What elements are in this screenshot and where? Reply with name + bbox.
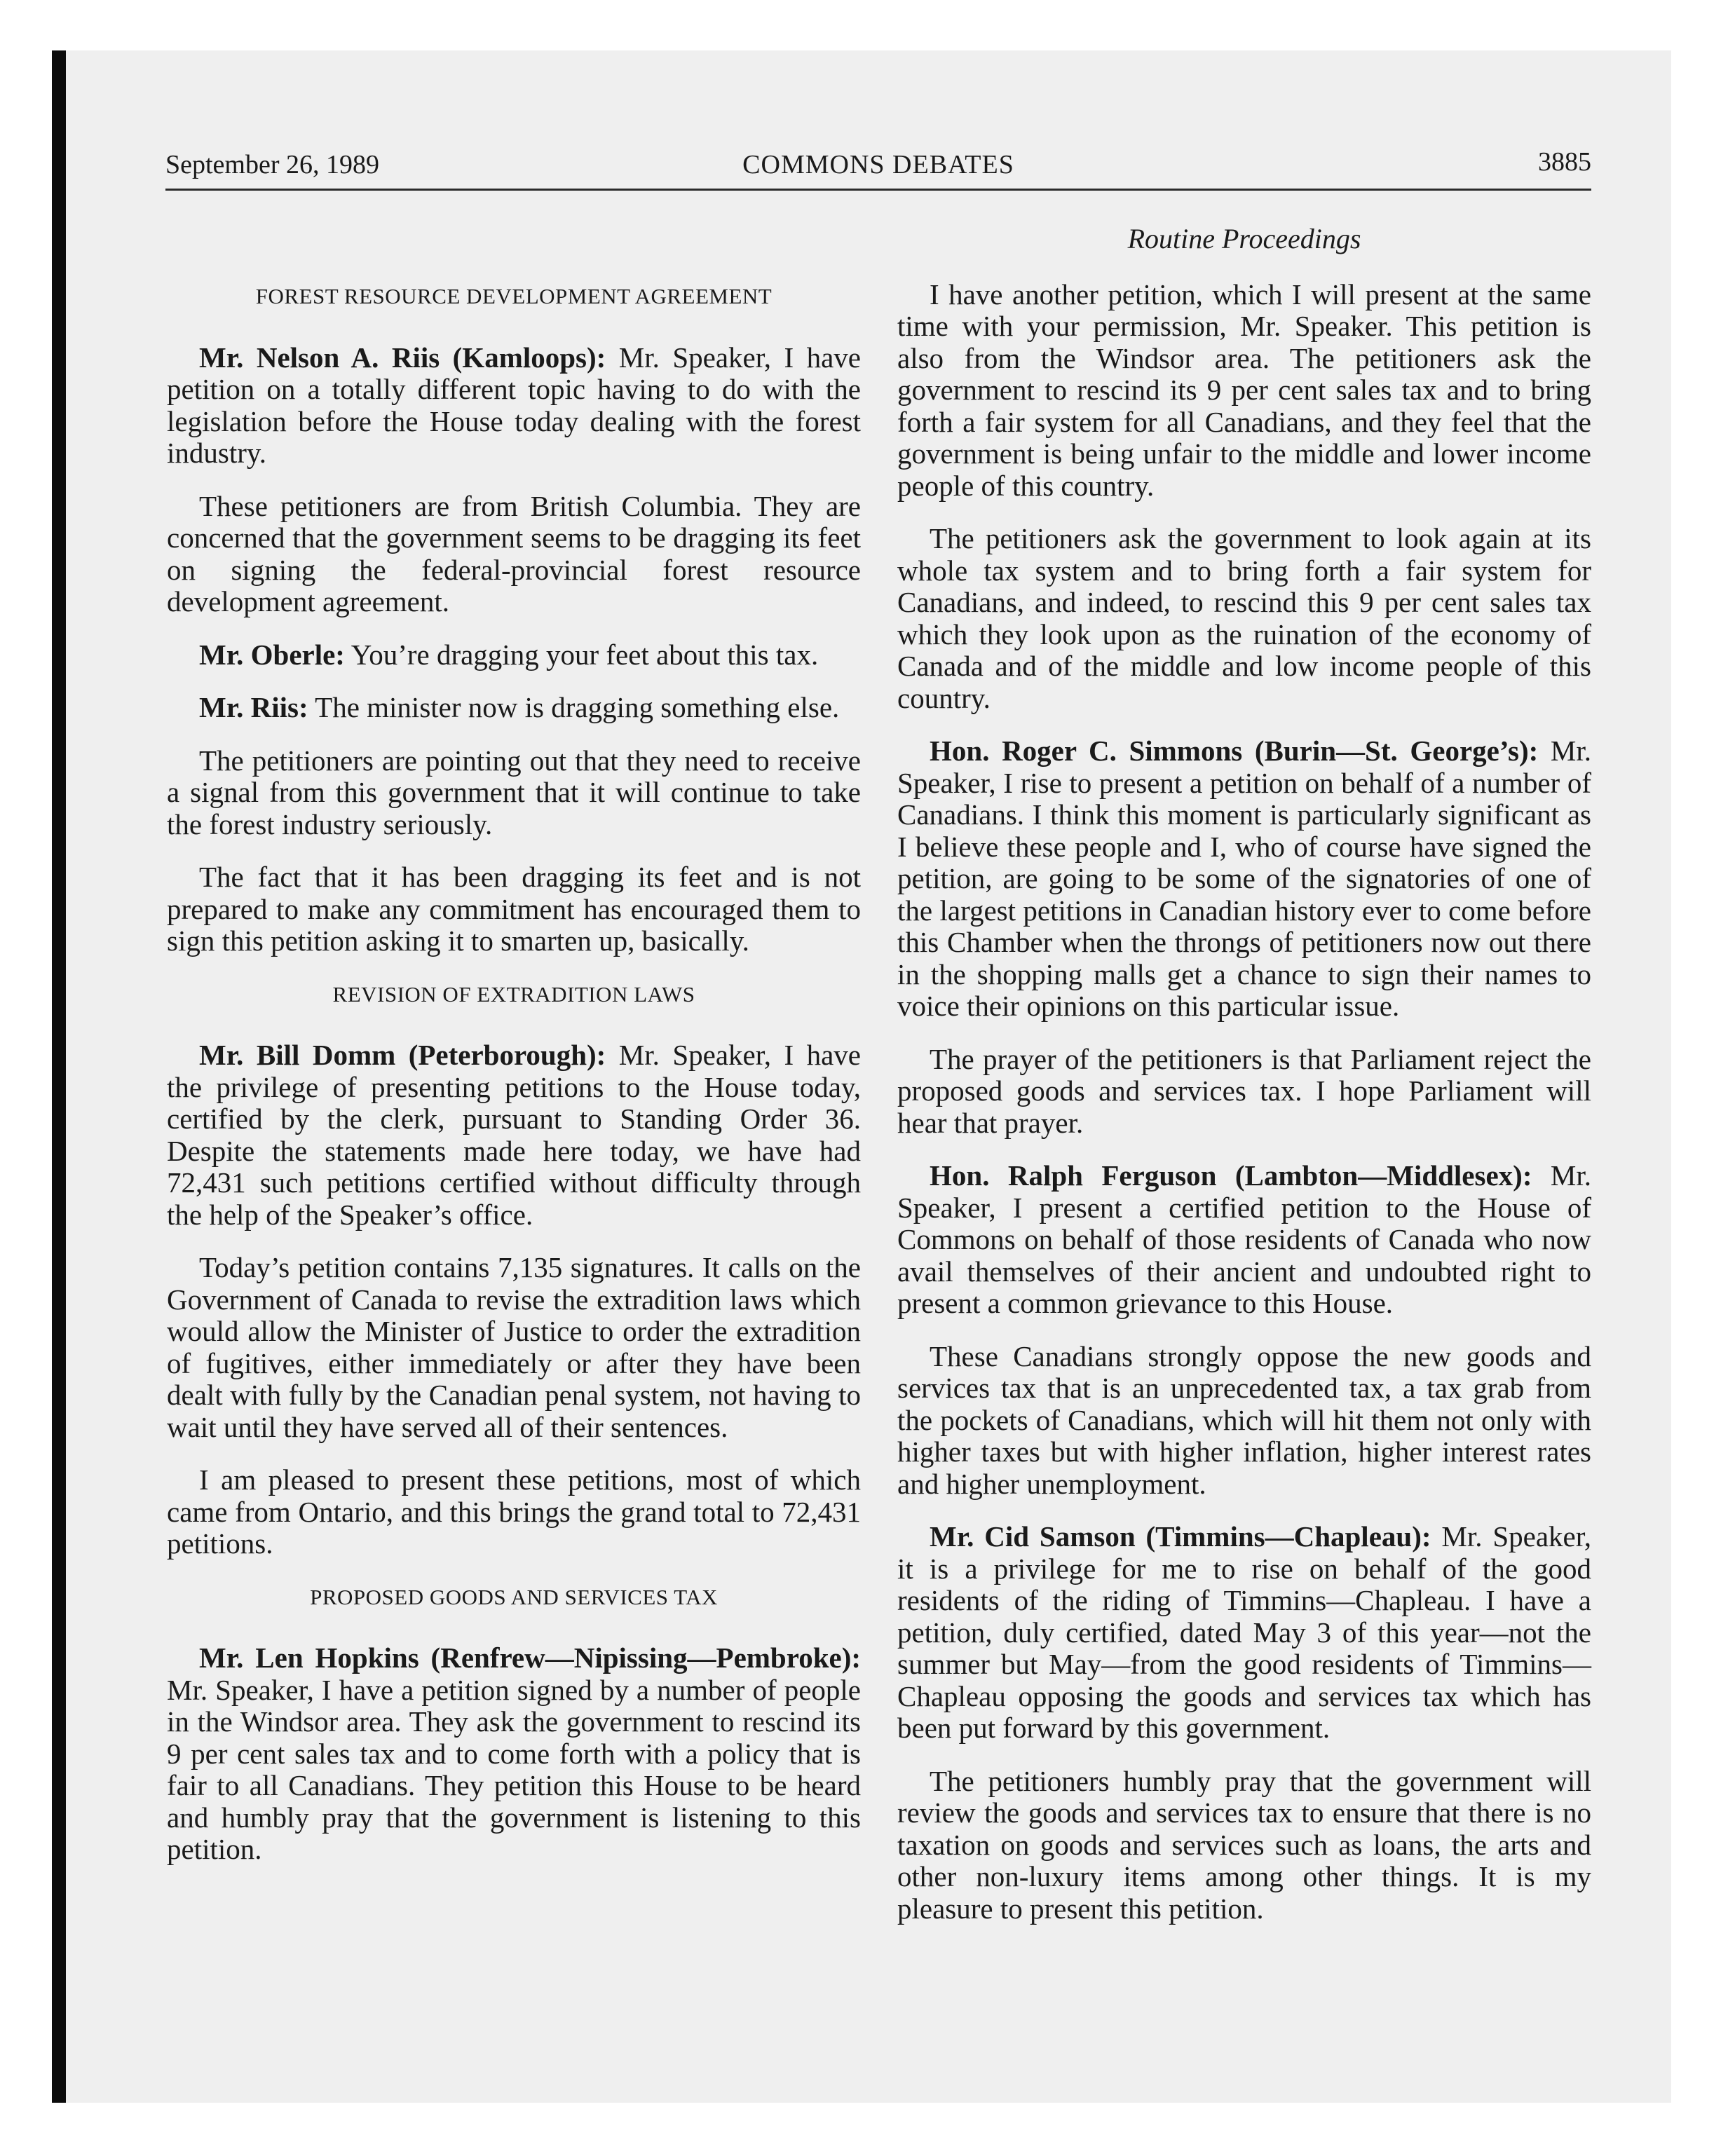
paragraph: Today’s petition contains 7,135 signatures. It calls on the Government of Canada to revise the extradition laws which would allow the Minister of Justice to order the extradition of fugitives, either immediately or after they have been dealt with fully by the Canadian penal system, not having to wait until they have served all of their sentences. [167,1251,861,1443]
paragraph: I am pleased to present these petitions, most of which came from Ontario, and this brings the grand total to 72,431 petitions. [167,1464,861,1560]
paragraph [167,342,861,470]
paragraph: The fact that it has been dragging its feet and is not prepared to make any commitment has encouraged them to sign this petition asking it to smarten up, basically. [167,861,861,957]
speech-text: Mr. Speaker, I have a petition signed by a number of people in the Windsor area. They ask the government to rescind its 9 per cent sales tax and to come forth with a policy that is fair to all Canadians. They petition this House to be heard and humbly pray that the government is listening to this petition. [167,1673,861,1865]
speech-text: Mr. Speaker, I have petition on a totally different topic having to do with the legislation before the House today dealing with the forest industry. [167,341,861,469]
left-column [167,273,861,1887]
speaker-name: Mr. Len Hopkins (Renfrew—Nipissing—Pembroke): [199,1642,861,1674]
paragraph: The petitioners humbly pray that the government will review the goods and services tax to ensure that there is no taxation on goods and services such as loans, the arts and other non-luxury items among other things. It is my pleasure to present this petition. [897,1764,1591,1925]
paragraph [167,692,861,724]
speaker-name: Mr. Bill Domm (Peterborough): [199,1039,606,1071]
speaker-name: Mr. Nelson A. Riis (Kamloops): [199,341,606,374]
scan-edge [52,50,66,2103]
running-head: Routine Proceedings [1127,223,1361,254]
right-column [897,223,1591,1946]
speech-text: Mr. Speaker, I have the privilege of presenting petitions to the House today, certified by the clerk, pursuant to Standing Order 36. Despite the statements made here today, we have had 72,431 such petitions certified without difficulty through the help of the Speaker’s office. [167,1039,861,1231]
speech-text: Mr. Speaker, I present a certified petition to the House of Commons on behalf of those residents of Canada who now avail themselves of their ancient and undoubted right to present a common grievance to this House. [897,1159,1591,1319]
speech-text: The minister now is dragging something else. [308,691,840,723]
paragraph [167,1642,861,1866]
section-heading-forest: FOREST RESOURCE DEVELOPMENT AGREEMENT [255,284,773,308]
section-heading-extradition: REVISION OF EXTRADITION LAWS [332,981,695,1007]
header-date: September 26, 1989 [165,150,380,179]
speaker-name: Mr. Cid Samson (Timmins—Chapleau): [930,1520,1431,1553]
speaker-name: Hon. Ralph Ferguson (Lambton—Middlesex): [930,1159,1532,1192]
speech-text: Mr. Speaker, it is a privilege for me to rise on behalf of the good residents of the riding of Timmins—Chapleau. I have a petition, duly certified, dated May 3 of this year—not the summer but May—from the good residents of Timmins—Chapleau opposing the goods and services tax which has been put forward by this government. [897,1520,1591,1744]
header-journal-title: COMMONS DEBATES [742,150,1014,179]
speaker-name: Mr. Riis: [199,691,308,723]
speaker-name: Mr. Oberle: [199,638,345,671]
speaker-name: Hon. Roger C. Simmons (Burin—St. George’s): [930,735,1539,767]
paragraph: These Canadians strongly oppose the new goods and services tax that is an unprecedented tax, a tax grab from the pockets of Canadians, which will hit them not only with higher taxes but with higher inflation, higher interest rates and higher unemployment. [897,1339,1591,1500]
header-page-number: 3885 [1538,147,1591,177]
paragraph [897,1160,1591,1320]
paragraph: The prayer of the petitioners is that Parliament reject the proposed goods and services tax. I hope Parliament will hear that prayer. [897,1042,1591,1139]
section-heading-gst: PROPOSED GOODS AND SERVICES TAX [310,1584,718,1609]
paragraph: The petitioners are pointing out that they need to receive a signal from this government that it will continue to take the forest industry seriously. [167,744,861,840]
speech-text: Mr. Speaker, I rise to present a petition on behalf of a number of Canadians. I think this moment is particularly significant as I believe these people and I, who of course have signed the petition, are going to be some of the signatories of one of the largest petitions in Canadian history ever to come before this Chamber when the throngs of petitioners now out there in the shopping malls get a chance to sign their names to voice their opinions on this particular issue. [897,735,1591,1022]
paragraph: The petitioners ask the government to look again at its whole tax system and to bring forth a fair system for Canadians, and indeed, to rescind this 9 per cent sales tax which they look upon as the ruination of the economy of Canada and of the middle and low income people of this country. [897,522,1591,714]
paragraph: These petitioners are from British Columbia. They are concerned that the government seems to be dragging its feet on signing the federal-provincial forest resource development agreement. [167,489,861,618]
paragraph [897,1521,1591,1745]
page-header [165,144,1591,191]
speech-text: You’re dragging your feet about this tax. [344,638,819,671]
paragraph: I have another petition, which I will present at the same time with your permission, Mr. Speaker. This petition is also from the Windsor area. The petitioners ask the government to rescind its 9 per cent sales tax and to bring forth a fair system for all Canadians, and they feel that the government is being unfair to the middle and lower income people of this country. [897,278,1591,502]
paragraph [167,1039,861,1231]
paragraph [897,735,1591,1023]
paragraph [167,639,861,671]
